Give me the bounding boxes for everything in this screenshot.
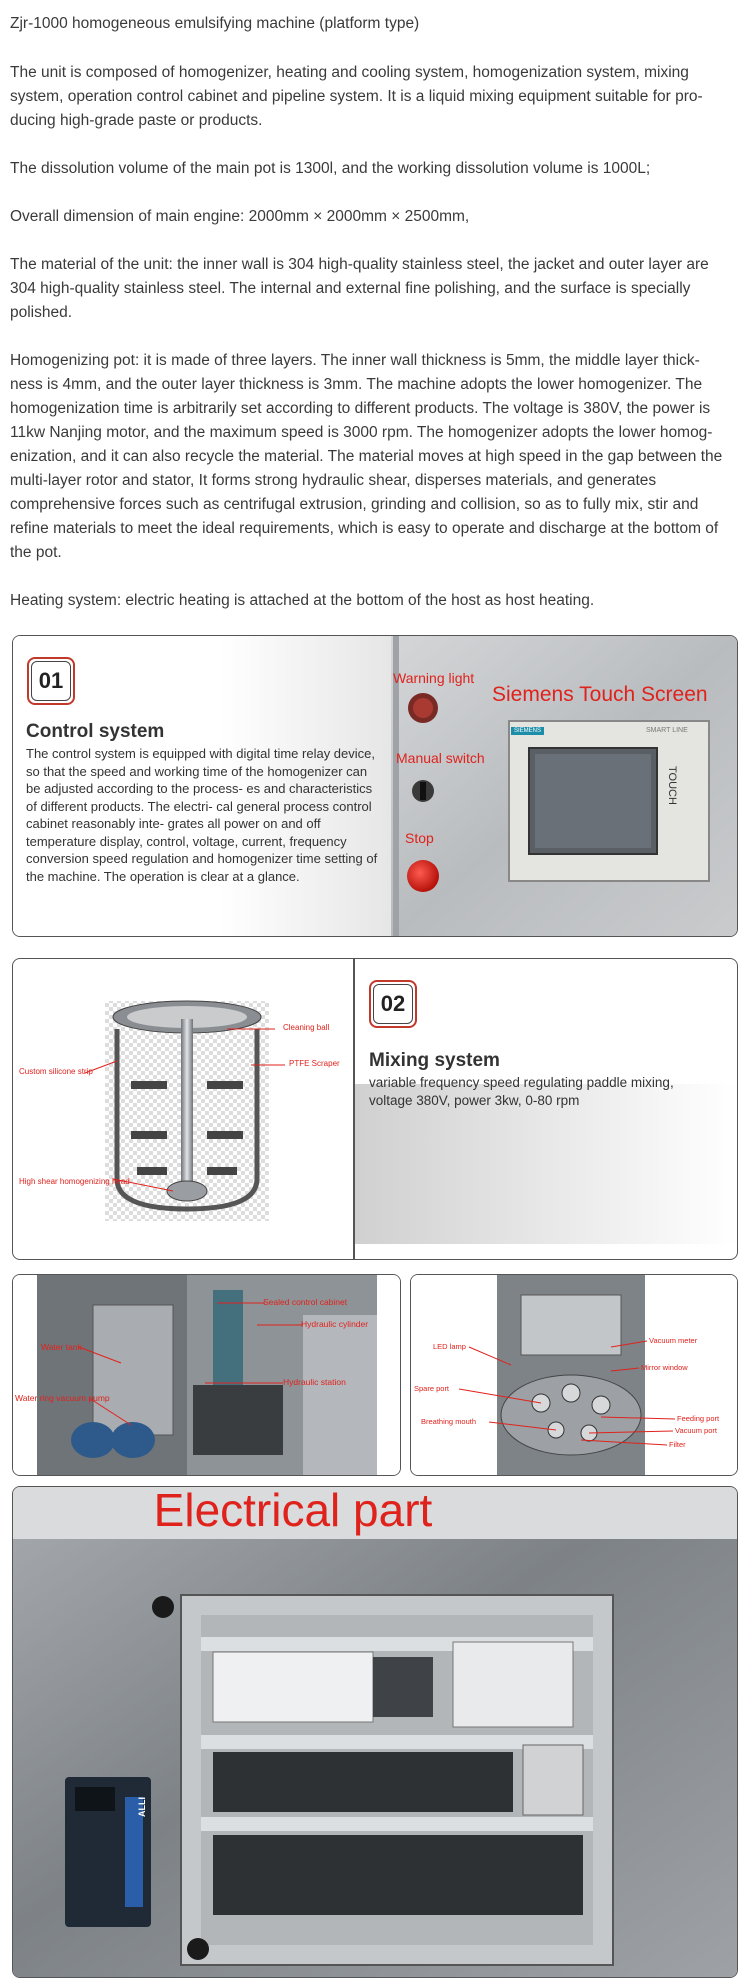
section-number-badge	[27, 657, 75, 705]
hydraulic-station-panel	[12, 1274, 401, 1476]
section-number: 01	[31, 661, 71, 701]
filter-label: Filter	[669, 1440, 686, 1449]
mixing-paddle-diagram	[13, 959, 353, 1259]
siemens-touch-screen-label: Siemens Touch Screen	[492, 683, 708, 706]
touch-side-label: TOUCH	[666, 766, 678, 805]
hydraulic-station-label: Hydraulic station	[283, 1377, 346, 1387]
breathing-mouth-label: Breathing mouth	[421, 1417, 477, 1426]
ring-pump-label: Water ring vacuum pump	[15, 1393, 110, 1403]
control-system-title: Control system	[26, 721, 165, 742]
intro-paragraph-composition: The unit is composed of homogenizer, heating and cooling system, homogenization system, mixing system, operation control cabinet and pipeline system. It is a liquid mixing equipment suitable for pro- ducing high-grade paste or products.	[10, 64, 703, 129]
mixing-system-description: variable frequency speed regulating paddle mixing, voltage 380V, power 3kw, 0-80 rpm	[369, 1075, 674, 1108]
warning-light-label: Warning light	[393, 670, 475, 686]
ptfe-scraper-label: PTFE Scraper	[289, 1059, 340, 1068]
electrical-cabinet-photo	[13, 1487, 737, 1977]
feeding-port-label: Feeding port	[677, 1414, 720, 1423]
mirror-window-label: Mirror window	[641, 1363, 688, 1372]
shear-head-label: High shear homogenizing head	[19, 1177, 130, 1186]
intro-paragraph-volume: The dissolution volume of the main pot is 1300l, and the working dissolution volume is 1000L;	[10, 160, 651, 177]
intro-paragraph-heating: Heating system: electric heating is attached at the bottom of the host as host heating.	[10, 592, 595, 609]
stop-label: Stop	[405, 830, 434, 846]
mixing-system-title: Mixing system	[369, 1050, 500, 1071]
pot-lid-panel	[410, 1274, 738, 1476]
control-system-panel	[12, 635, 738, 937]
smart-line-label: SMART LINE	[646, 727, 688, 734]
cleaning-ball-label: Cleaning ball	[283, 1023, 330, 1032]
electrical-part-panel	[12, 1486, 738, 1978]
control-cabinet-labels	[391, 636, 737, 936]
product-title: Zjr-1000 homogeneous emulsifying machine (platform type)	[10, 15, 420, 32]
section-number: 02	[373, 984, 413, 1024]
spare-port-label: Spare port	[414, 1384, 450, 1393]
manual-switch-label: Manual switch	[396, 750, 485, 766]
led-lamp-label: LED lamp	[433, 1342, 466, 1351]
sealed-cabinet-label: Sealed control cabinet	[263, 1297, 348, 1307]
control-system-description: The control system is equipped with digital time relay device, so that the speed and working time of the homogenizer can be adjusted according to the process- es and characteristics of different products. The electri- cal general process control cabinet reasonably inte- grates all power on and off temperature display, control, voltage, current, frequency conversion speed regulation and homogenizer time setting of the machine. The operation is clear at a glance.	[26, 746, 378, 884]
electrical-part-title: Electrical part	[153, 1486, 433, 1536]
silicone-strip-label: Custom silicone strip	[19, 1067, 93, 1076]
water-tank-label: Water tank	[41, 1342, 82, 1352]
siemens-brand-label: SIEMENS	[511, 727, 544, 735]
section-number-badge	[369, 980, 417, 1028]
intro-paragraph-homogenizing-pot: Homogenizing pot: it is made of three layers. The inner wall thickness is 5mm, the middle layer thick- ness is 4mm, and the outer layer thickness is 3mm. The machine adopts the lower homogenizer. The homogenization time is arbitrarily set according to different products. The voltage is 380V, the power is 11kw Nanjing motor, and the maximum speed is 3000 rpm. The homogenizer adopts the lower homog- enization, and it can also recycle the material. The material moves at high speed in the gap between the multi-layer rotor and stator, It forms strong hydraulic shear, disperses materials, and generates comprehensive forces such as centrifugal extrusion, grinding and collision, so as to fully mix, stir and refine materials to meet the ideal requirements, which is easy to operate and discharge at the bottom of the pot.	[10, 352, 723, 561]
vacuum-port-label: Vacuum port	[675, 1426, 717, 1435]
intro-paragraph-material: The material of the unit: the inner wall is 304 high-quality stainless steel, the jacket and outer layer are 304 high-quality stainless steel. The internal and external fine polishing, and the surface is specially polished.	[10, 256, 709, 321]
intro-paragraph-dimension: Overall dimension of main engine: 2000mm × 2000mm × 2500mm,	[10, 208, 470, 225]
vacuum-meter-label: Vacuum meter	[649, 1336, 698, 1345]
hydraulic-cylinder-label: Hydraulic cylinder	[301, 1319, 369, 1329]
mixing-system-panel	[12, 958, 738, 1260]
inverter-brand-label: ALLI	[137, 1797, 147, 1817]
pot-lid-photo	[411, 1275, 737, 1475]
